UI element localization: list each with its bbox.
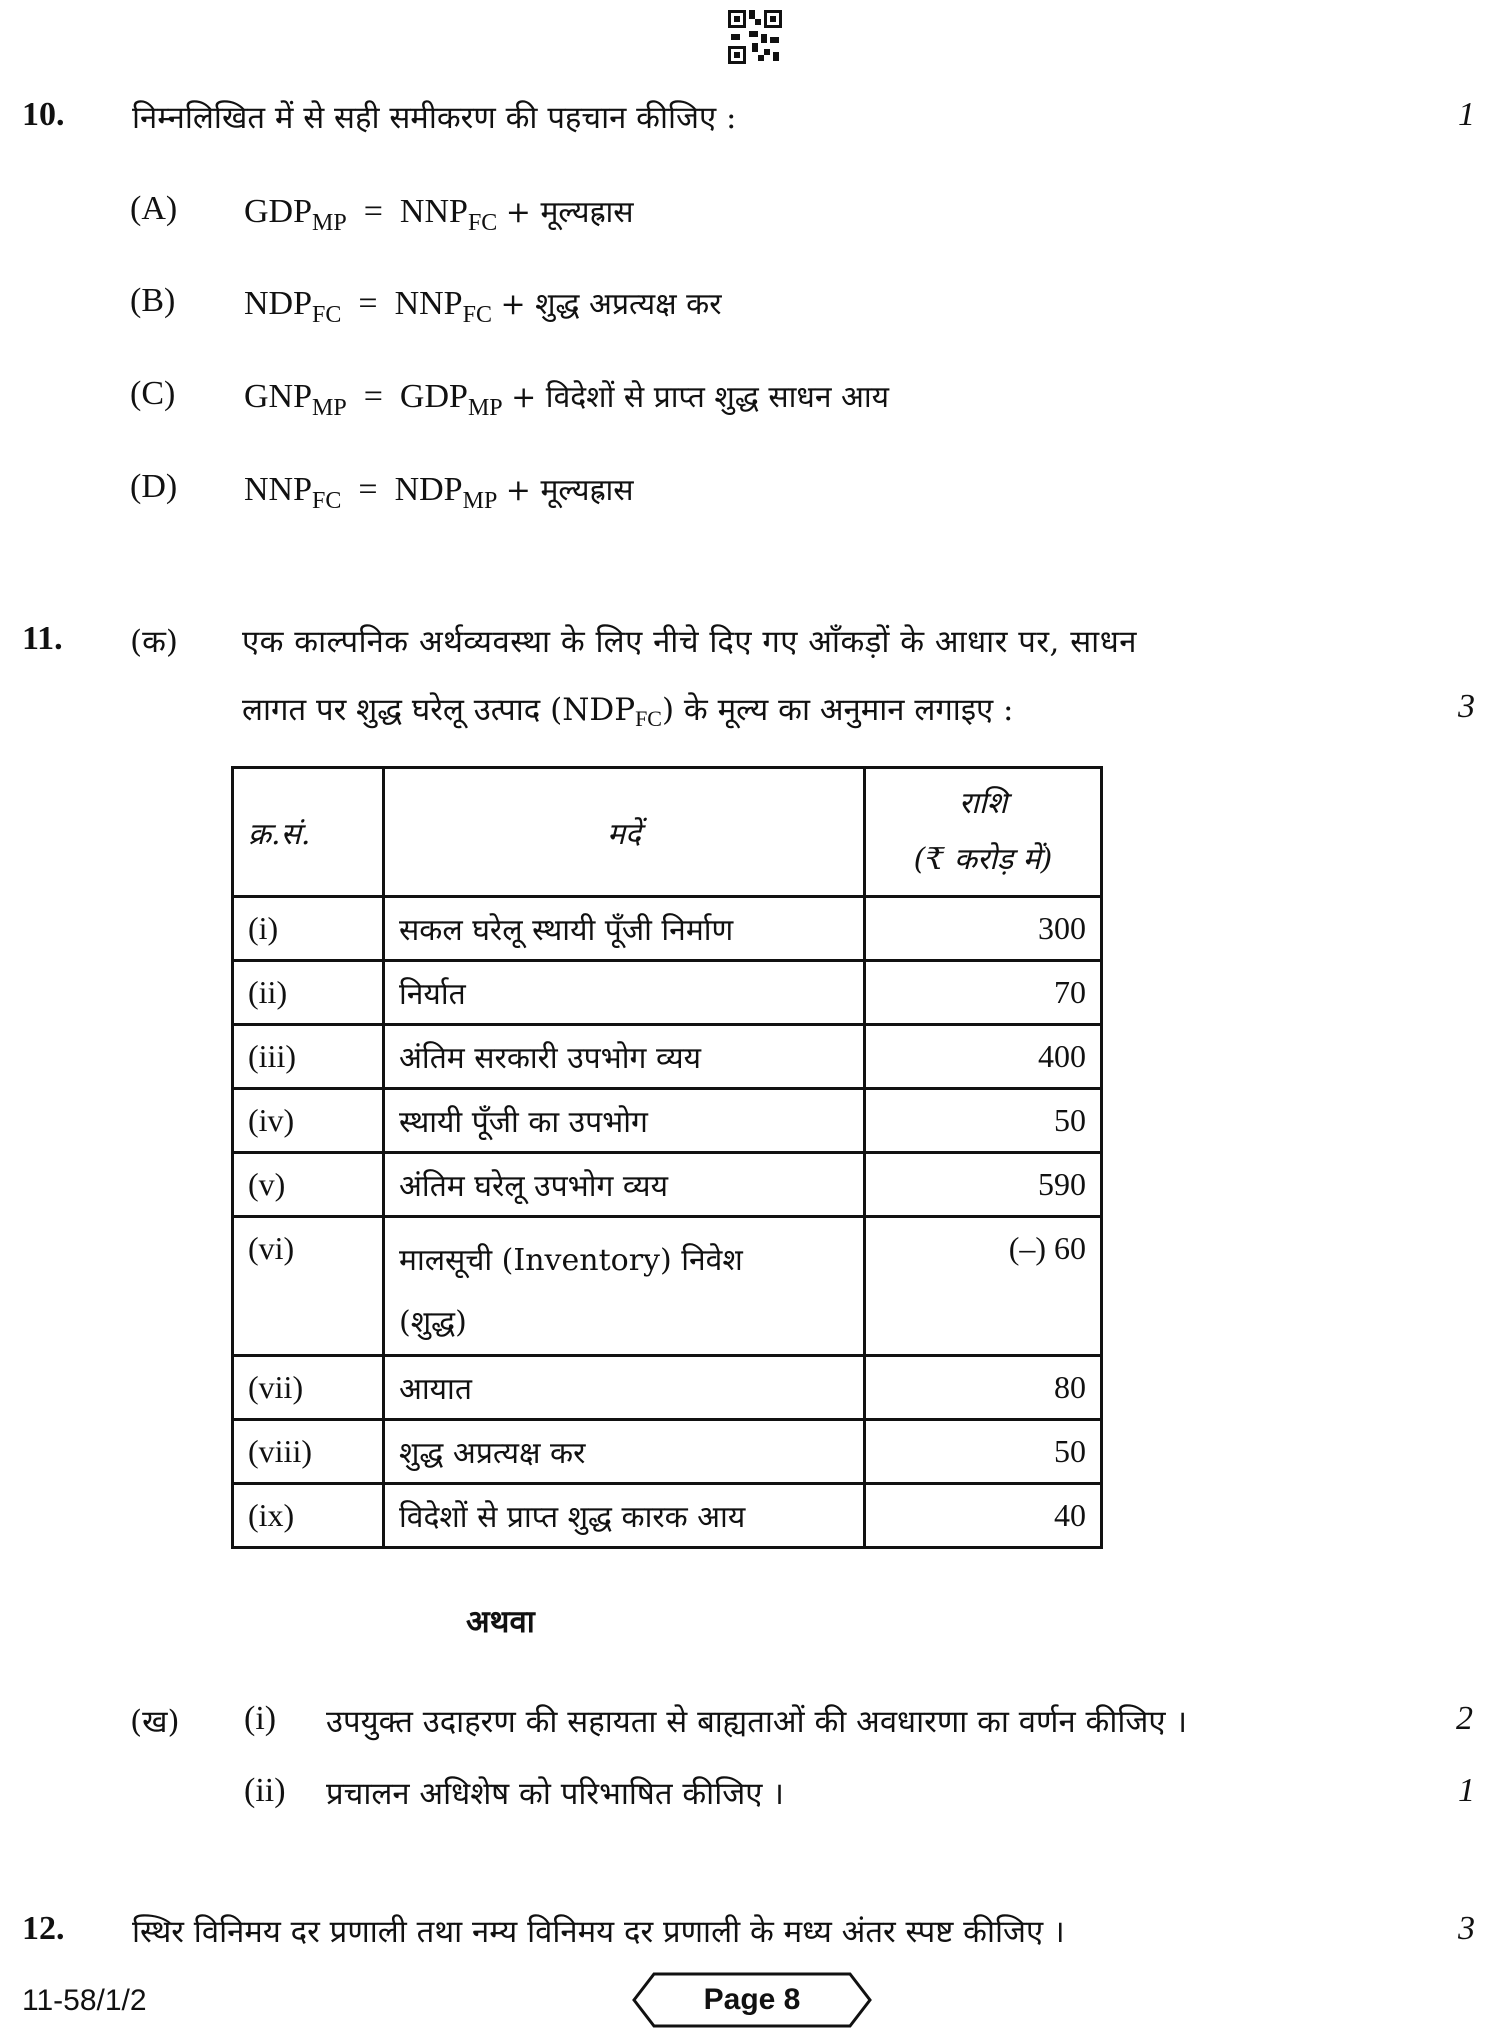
table-row xyxy=(233,961,1102,1025)
part-label: (क) xyxy=(130,624,178,660)
option-label: (B) xyxy=(130,282,176,319)
option-b xyxy=(130,282,175,320)
cell-item: अंतिम सरकारी उपभोग व्यय xyxy=(384,1025,865,1089)
cell-item: अंतिम घरेलू उपभोग व्यय xyxy=(384,1153,865,1217)
equals-sign: = xyxy=(358,471,378,508)
lhs: NDP xyxy=(244,285,313,322)
cell-amount: 80 xyxy=(865,1356,1102,1420)
equals-sign: = xyxy=(363,378,383,415)
cell-amount: (–) 60 xyxy=(865,1217,1102,1356)
cell-amount: 70 xyxy=(865,961,1102,1025)
question-number: 11. xyxy=(22,620,63,657)
cell-sn: (i) xyxy=(233,897,384,961)
marks: 3 xyxy=(1458,688,1475,725)
table-row xyxy=(233,897,1102,961)
marks: 2 xyxy=(1456,1700,1473,1737)
rhs: GDP xyxy=(399,378,468,415)
header-amount xyxy=(865,768,1102,897)
question-text: निम्नलिखित में से सही समीकरण की पहचान कीजिए : xyxy=(132,100,737,136)
table-header-row xyxy=(233,768,1102,897)
equals-sign: = xyxy=(358,285,378,322)
lhs-subscript: FC xyxy=(312,488,342,514)
cell-amount: 400 xyxy=(865,1025,1102,1089)
lhs-subscript: MP xyxy=(312,395,347,421)
option-a xyxy=(130,190,177,228)
question-number: 12. xyxy=(22,1910,65,1947)
lhs-subscript: MP xyxy=(312,210,347,236)
cell-sn: (viii) xyxy=(233,1420,384,1484)
cell-amount: 40 xyxy=(865,1484,1102,1548)
rhs-tail: + विदेशों से प्राप्त शुद्ध साधन आय xyxy=(511,380,890,415)
cell-item: निर्यात xyxy=(384,961,865,1025)
rhs: NNP xyxy=(399,193,468,230)
question-text: स्थिर विनिमय दर प्रणाली तथा नम्य विनिमय दर प्रणाली के मध्य अंतर स्पष्ट कीजिए । xyxy=(132,1914,1065,1950)
or-label: अथवा xyxy=(466,1604,535,1640)
table-row xyxy=(233,1484,1102,1548)
subpart-text: प्रचालन अधिशेष को परिभाषित कीजिए । xyxy=(326,1776,784,1812)
question-number: 10. xyxy=(22,96,65,133)
cell-item-line1: मालसूची (Inventory) निवेश xyxy=(399,1243,743,1278)
data-table xyxy=(231,766,1103,1549)
header-amount-line2: (₹ करोड़ में) xyxy=(913,842,1053,877)
text-segment: लागत पर शुद्ध घरेलू उत्पाद (NDP xyxy=(242,692,636,728)
qr-code-icon xyxy=(728,10,782,64)
option-c xyxy=(130,375,175,413)
table-row xyxy=(233,1153,1102,1217)
subscript: FC xyxy=(635,706,662,731)
rhs-tail: + शुद्ध अप्रत्यक्ष कर xyxy=(500,287,722,322)
lhs-subscript: FC xyxy=(312,302,342,328)
cell-item xyxy=(384,1217,865,1356)
cell-item: स्थायी पूँजी का उपभोग xyxy=(384,1089,865,1153)
cell-item-line2: (शुद्ध) xyxy=(399,1305,467,1340)
option-c-equation xyxy=(244,375,889,422)
rhs-tail: + मूल्यह्रास xyxy=(505,195,634,230)
table-row xyxy=(233,1420,1102,1484)
cell-sn: (vi) xyxy=(233,1217,384,1356)
cell-amount: 590 xyxy=(865,1153,1102,1217)
option-label: (C) xyxy=(130,375,176,412)
cell-item: सकल घरेलू स्थायी पूँजी निर्माण xyxy=(384,897,865,961)
rhs: NNP xyxy=(394,285,463,322)
header-item: मदें xyxy=(384,768,865,897)
header-amount-line1: राशि xyxy=(958,786,1008,821)
lhs: GNP xyxy=(244,378,313,415)
text-segment: ) के मूल्य का अनुमान लगाइए : xyxy=(661,692,1014,728)
cell-sn: (v) xyxy=(233,1153,384,1217)
paper-code: 11-58/1/2 xyxy=(22,1984,147,2017)
lhs: NNP xyxy=(244,471,313,508)
cell-sn: (iii) xyxy=(233,1025,384,1089)
cell-item: शुद्ध अप्रत्यक्ष कर xyxy=(384,1420,865,1484)
header-sn: क्र.सं. xyxy=(233,768,384,897)
cell-item: विदेशों से प्राप्त शुद्ध कारक आय xyxy=(384,1484,865,1548)
table-row xyxy=(233,1217,1102,1356)
option-a-equation xyxy=(244,190,634,237)
marks: 1 xyxy=(1458,96,1475,133)
table-row xyxy=(233,1089,1102,1153)
table-row xyxy=(233,1025,1102,1089)
cell-sn: (iv) xyxy=(233,1089,384,1153)
cell-amount: 300 xyxy=(865,897,1102,961)
page-number: Page 8 xyxy=(703,1983,801,2016)
rhs-subscript: MP xyxy=(462,488,498,514)
lhs: GDP xyxy=(244,193,313,230)
cell-amount: 50 xyxy=(865,1089,1102,1153)
rhs-subscript: FC xyxy=(462,302,492,328)
rhs-tail: + मूल्यह्रास xyxy=(505,473,634,508)
option-d xyxy=(130,468,177,506)
subpart-label: (i) xyxy=(244,1700,277,1737)
marks: 3 xyxy=(1458,1910,1475,1947)
marks: 1 xyxy=(1458,1772,1475,1809)
equals-sign: = xyxy=(363,193,383,230)
cell-sn: (vii) xyxy=(233,1356,384,1420)
rhs-subscript: FC xyxy=(467,210,498,236)
cell-sn: (ii) xyxy=(233,961,384,1025)
option-b-equation xyxy=(244,282,722,329)
rhs: NDP xyxy=(394,471,463,508)
question-text-line1: एक काल्पनिक अर्थव्यवस्था के लिए नीचे दिए गए आँकड़ों के आधार पर, साधन xyxy=(242,624,1137,660)
cell-amount: 50 xyxy=(865,1420,1102,1484)
cell-sn: (ix) xyxy=(233,1484,384,1548)
option-d-equation xyxy=(244,468,634,515)
page-number-badge xyxy=(632,1972,872,2028)
subpart-label: (ii) xyxy=(244,1772,286,1809)
rhs-subscript: MP xyxy=(467,395,503,421)
cell-item: आयात xyxy=(384,1356,865,1420)
question-text-line2 xyxy=(242,688,1014,732)
option-label: (D) xyxy=(130,468,178,505)
option-label: (A) xyxy=(130,190,178,227)
table-row xyxy=(233,1356,1102,1420)
part-label: (ख) xyxy=(130,1704,180,1740)
subpart-text: उपयुक्त उदाहरण की सहायता से बाह्यताओं की अवधारणा का वर्णन कीजिए । xyxy=(326,1704,1188,1740)
